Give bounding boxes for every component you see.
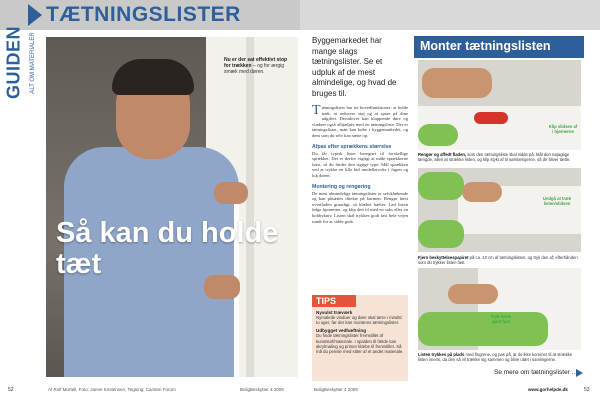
- article-subheading-1: Afpas efter sprækkens størrelse: [312, 143, 392, 150]
- tip-2-title: Udbygget vedhæftning: [316, 328, 367, 334]
- tip-2-text: Du finde tætningslister fremstillet af kunststof/materiale. I spalden til fælde kan akrylmaling og primer klæbe til fremstillet. Så må du pensle med sitter af et andet materiale.: [316, 333, 404, 355]
- step-3-glove: [418, 312, 548, 346]
- footer-issue-right: BoligBeskytter 4 2009: [314, 387, 358, 392]
- article-paragraph-3: De mest almindelige tætningslister er selvklæbende og kan påsættes direkte på karmen. Rengør først overfladen grundigt, så klæbet hæfter. Lad listen følge hjørnerne, og klip den til med en saks eller en hobbykniv. Listen skal trykkes godt fast hele vejen rundt for at sidde godt.: [312, 190, 408, 224]
- step-1-hand: [422, 68, 492, 98]
- article-headline: Så kan du holde tæt: [56, 217, 279, 280]
- footer-issue-left: BoligBeskytter 4 2009: [240, 387, 284, 392]
- article-paragraph-2: Du får typisk lister beregnet til forskellige sprækker. Det er derfor vigtigt at måle sprækkerne først, så du finder den rigtige type. Mål sprækken ved at trykke en lille bid modellervoks i fugen og luk døren.: [312, 150, 408, 178]
- main-photo: [46, 37, 298, 377]
- article-column: [312, 36, 408, 224]
- step-3-hand: [448, 284, 498, 304]
- tip-1-title: Nyvulst træværk: [316, 310, 353, 315]
- step-3-photo: [418, 268, 581, 350]
- more-link[interactable]: Se mere om tætningslister ...: [494, 369, 578, 376]
- how-to-title: Monter tætningslisten: [420, 39, 551, 53]
- article-subheading-2: Montering og rengøring: [312, 183, 371, 190]
- step-2-glove-bottom: [418, 220, 464, 248]
- photo-caption: Nu er der sat effektivt stop for trækken – og for ærgig smæk med døren.: [224, 57, 288, 75]
- step-1-caption: Rengør og affedt fladen, som den tætningsliste skal sidde på. Mål den nøjagtige længde, allen at strække listen, og klip stykt af til sømlængerne, så de bliver tætte.: [418, 152, 571, 163]
- footer-credit: Af Rolf Mortell, Foto: Janne Kristensen, Tegning: Carsten Forum: [48, 387, 176, 392]
- footer-site: www.gorhelpde.dk: [528, 387, 568, 392]
- article-paragraph-1: Tætningslister har tre hovedfunktioner: at holde træk, at reducere støj og at spare på dine udgifter. Derudover kan klappende døre og vinduer også afhjælpes med en tætningsliste. Der er tætningslister, man kan købe i byggemarkedet, og dem som du selv kan sætte op.: [312, 103, 408, 138]
- tips-box: [312, 295, 408, 381]
- step-2-photo: [418, 168, 581, 252]
- article-intro: Byggemarkedet har mange slags tætningslister. Se et udpluk af de mest almindelige, og hvad de bruges til.: [312, 36, 397, 98]
- scissors-icon: [474, 112, 508, 124]
- tips-heading: TIPS: [312, 295, 356, 307]
- photo-man-hair: [112, 59, 194, 95]
- step-2-hand: [462, 182, 502, 202]
- step-2-tag: Undgå at træk listen/slidsen: [542, 196, 572, 206]
- section-title: TÆTNINGSLISTER: [46, 3, 241, 26]
- step-1-photo: [418, 60, 581, 150]
- step-3-tag: Tryk listen godt fast: [490, 314, 512, 324]
- dropcap: T: [312, 103, 321, 118]
- step-3-caption: Listen trykkes på plads med fingrene, og pas på, at du ikke kommer til at strække listen imens, da den så vil trække sig sammen og blive utæt i samlingerne.: [418, 352, 573, 363]
- photo-frame-edge: [246, 37, 254, 377]
- page-number-left: 52: [8, 387, 14, 393]
- page-number-right: 53: [584, 387, 590, 393]
- step-1-glove: [418, 124, 458, 146]
- tip-1-text: Nymalede vinduer og døre skal tørre i mindst to uger, før der kan monteres tætningslister.: [316, 315, 402, 326]
- side-tab-guide: GUIDEN: [3, 26, 24, 100]
- side-tab-subtitle: ALT OM MATERIALER: [30, 32, 36, 94]
- arrow-right-icon: [576, 369, 583, 377]
- step-2-glove-top: [418, 172, 464, 200]
- step-2-caption: Fjern beskyttelsespapiret på ca. 10 cm af tætningslisten, og tryk den af; efterhånden som du trykker listen fast.: [418, 255, 578, 266]
- photo-hand-upper: [214, 182, 248, 204]
- step-1-tag: Klip slidsen af i hjørnerne: [548, 124, 578, 134]
